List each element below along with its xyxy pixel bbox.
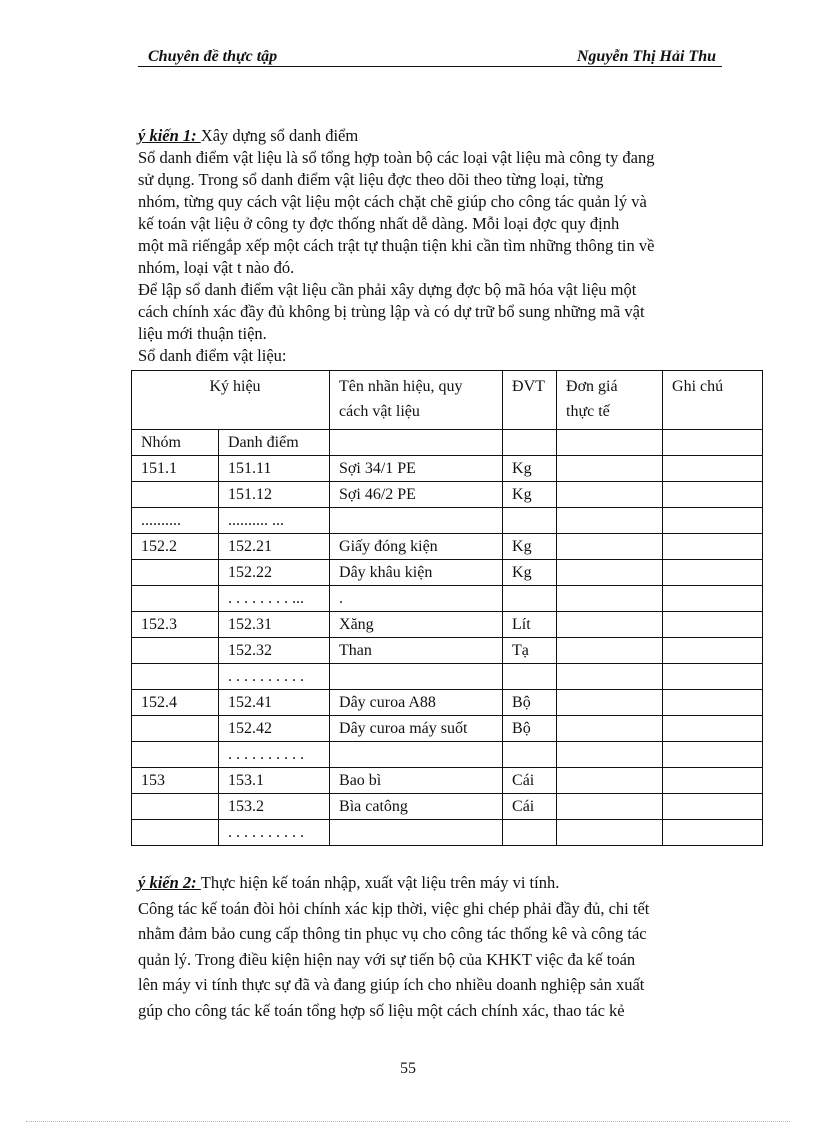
cell-nhom: 152.3	[132, 612, 219, 638]
cell-ten: Dây khâu kiện	[330, 560, 503, 586]
idea1-title: Xây dựng sổ danh điểm	[200, 126, 359, 145]
cell-don-gia	[557, 690, 663, 716]
cell-dvt: Kg	[503, 482, 557, 508]
cell-ten: Giấy đóng kiện	[330, 534, 503, 560]
header-author: Nguyễn Thị Hải Thu	[576, 48, 716, 65]
idea1-line: Sổ danh điểm vật liệu:	[138, 346, 287, 365]
table-row	[132, 482, 763, 508]
cell-ten: Dây curoa A88	[330, 690, 503, 716]
cell-don-gia	[557, 482, 663, 508]
col-header-don-gia-line1: Đơn giá	[566, 378, 618, 395]
cell-dvt: Cái	[503, 768, 557, 794]
cell-ghi-chu	[663, 534, 763, 560]
table-row	[132, 508, 763, 534]
idea1-line: nhóm, loại vật t nào đó.	[138, 258, 295, 277]
col-header-ten	[330, 371, 503, 430]
cell-danh-diem: 151.12	[219, 482, 330, 508]
cell-don-gia	[557, 820, 663, 846]
cell-danh-diem: 152.32	[219, 638, 330, 664]
cell-nhom	[132, 560, 219, 586]
col-header-ky-hieu: Ký hiệu	[132, 371, 330, 430]
table-row	[132, 456, 763, 482]
cell-ghi-chu	[663, 794, 763, 820]
col-header-ten-line1: Tên nhãn hiệu, quy	[339, 378, 463, 395]
cell-don-gia	[557, 742, 663, 768]
idea2-line: lên máy vi tính thực sự đã và đang giúp ích cho nhiều doanh nghiệp sản xuất	[138, 975, 645, 994]
cell-ghi-chu	[663, 768, 763, 794]
idea1-line: cách chính xác đầy đủ không bị trùng lập và có dự trữ bổ sung những mã vật	[138, 302, 645, 321]
cell-dvt: Cái	[503, 794, 557, 820]
cell-ten: .	[330, 586, 503, 612]
cell-dvt	[503, 820, 557, 846]
cell-ghi-chu	[663, 690, 763, 716]
cell-don-gia	[557, 534, 663, 560]
page-header	[138, 48, 722, 67]
idea1-line: kế toán vật liệu ở công ty đợc thống nhất dễ dàng. Mỗi loại đợc quy định	[138, 214, 620, 233]
col-header-don-gia-line2: thực tế	[566, 403, 610, 420]
cell-don-gia	[557, 508, 663, 534]
cell-ghi-chu	[663, 586, 763, 612]
cell-nhom	[132, 586, 219, 612]
cell-danh-diem: 152.41	[219, 690, 330, 716]
col-header-ghi-chu: Ghi chú	[663, 371, 763, 430]
page-number: 55	[400, 1060, 416, 1077]
cell-nhom	[132, 482, 219, 508]
cell-ghi-chu	[663, 664, 763, 690]
cell-ten	[330, 508, 503, 534]
cell-nhom	[132, 638, 219, 664]
table-row	[132, 560, 763, 586]
cell-nhom	[132, 742, 219, 768]
cell-danh-diem: . . . . . . . . . .	[219, 820, 330, 846]
cell-danh-diem: 151.11	[219, 456, 330, 482]
cell-don-gia	[557, 664, 663, 690]
col-header-ten-line2: cách vật liệu	[339, 403, 420, 420]
cell-nhom	[132, 794, 219, 820]
col-header-danh-diem: Danh điểm	[219, 430, 330, 456]
cell-ten: Sợi 34/1 PE	[330, 456, 503, 482]
cell-dvt: Bộ	[503, 716, 557, 742]
table-row	[132, 638, 763, 664]
cell-ghi-chu	[663, 742, 763, 768]
col-header-dvt: ĐVT	[503, 371, 557, 430]
cell-danh-diem: .......... ...	[219, 508, 330, 534]
table-row	[132, 794, 763, 820]
cell-dvt: Tạ	[503, 638, 557, 664]
idea1-line: sử dụng. Trong sổ danh điểm vật liệu đợc theo dõi theo từng loại, từng	[138, 170, 604, 189]
table-row	[132, 716, 763, 742]
cell-don-gia	[557, 768, 663, 794]
cell-nhom: ..........	[132, 508, 219, 534]
cell-danh-diem: 153.1	[219, 768, 330, 794]
cell-don-gia	[557, 612, 663, 638]
table-subheader-row	[132, 430, 763, 456]
cell-ten	[330, 664, 503, 690]
idea1-line: nhóm, từng quy cách vật liệu một cách chặt chẽ giúp cho công tác quản lý và	[138, 192, 647, 211]
cell-danh-diem: 152.21	[219, 534, 330, 560]
cell-ten: Dây curoa máy suốt	[330, 716, 503, 742]
cell-danh-diem: . . . . . . . . . .	[219, 742, 330, 768]
page-bottom-divider	[26, 1121, 790, 1122]
cell-danh-diem: 152.22	[219, 560, 330, 586]
cell-ghi-chu	[663, 820, 763, 846]
cell-dvt: Bộ	[503, 690, 557, 716]
cell-don-gia	[557, 560, 663, 586]
cell-ghi-chu	[663, 482, 763, 508]
cell-nhom: 152.2	[132, 534, 219, 560]
table-row	[132, 820, 763, 846]
idea1-section	[138, 125, 738, 367]
cell-dvt: Lít	[503, 612, 557, 638]
cell-don-gia	[557, 638, 663, 664]
cell-ghi-chu	[663, 560, 763, 586]
cell-ghi-chu	[663, 638, 763, 664]
table-row	[132, 742, 763, 768]
cell-nhom: 152.4	[132, 690, 219, 716]
idea2-line: gúp cho công tác kế toán tổng hợp số liệu một cách chính xác, thao tác kẻ	[138, 1000, 625, 1020]
idea1-line: liệu mới thuận tiện.	[138, 324, 267, 343]
cell-danh-diem: 152.42	[219, 716, 330, 742]
cell-dvt	[503, 664, 557, 690]
table-row	[132, 768, 763, 794]
cell-nhom	[132, 716, 219, 742]
cell-don-gia	[557, 716, 663, 742]
cell-dvt: Kg	[503, 560, 557, 586]
cell-ghi-chu	[663, 716, 763, 742]
cell-don-gia	[557, 456, 663, 482]
cell-dvt	[503, 508, 557, 534]
cell-nhom	[132, 664, 219, 690]
cell-ghi-chu	[663, 508, 763, 534]
table-row	[132, 690, 763, 716]
cell-nhom	[132, 820, 219, 846]
idea1-line: Để lập sổ danh điểm vật liệu cần phải xây dựng đợc bộ mã hóa vật liệu một	[138, 280, 637, 299]
cell-ten: Xăng	[330, 612, 503, 638]
table-row	[132, 612, 763, 638]
cell-ten: Bìa catông	[330, 794, 503, 820]
cell-dvt	[503, 742, 557, 768]
cell-danh-diem: 153.2	[219, 794, 330, 820]
table-row	[132, 534, 763, 560]
cell-don-gia	[557, 794, 663, 820]
table-header-row	[132, 371, 763, 430]
idea2-section	[138, 870, 738, 1023]
cell-ten: Bao bì	[330, 768, 503, 794]
material-catalog-table	[131, 370, 763, 846]
idea2-line: nhằm đảm bảo cung cấp thông tin phục vụ cho công tác thống kê và công tác	[138, 924, 647, 943]
cell-ten	[330, 820, 503, 846]
idea1-label: ý kiến 1:	[138, 126, 201, 145]
cell-don-gia	[557, 586, 663, 612]
table-row	[132, 664, 763, 690]
col-header-nhom: Nhóm	[132, 430, 219, 456]
cell-ten: Than	[330, 638, 503, 664]
cell-dvt	[503, 586, 557, 612]
idea1-heading	[138, 125, 738, 147]
idea2-heading	[138, 870, 738, 896]
cell-dvt: Kg	[503, 534, 557, 560]
cell-danh-diem: . . . . . . . . . .	[219, 664, 330, 690]
idea1-line: một mã riếngắp xếp một cách trật tự thuận tiện khi cần tìm những thông tin về	[138, 236, 655, 255]
cell-ghi-chu	[663, 456, 763, 482]
cell-ten	[330, 742, 503, 768]
idea2-line: quản lý. Trong điều kiện hiện nay với sự tiến bộ của KHKT việc đa kế toán	[138, 949, 636, 969]
idea1-line: Sổ danh điểm vật liệu là sổ tổng hợp toàn bộ các loại vật liệu mà công ty đang	[138, 148, 655, 167]
table-row	[132, 586, 763, 612]
idea2-label: ý kiến 2:	[138, 873, 201, 892]
cell-danh-diem: . . . . . . . . ...	[219, 586, 330, 612]
cell-dvt: Kg	[503, 456, 557, 482]
header-title: Chuyên đề thực tập	[148, 48, 278, 65]
cell-ten: Sợi 46/2 PE	[330, 482, 503, 508]
col-header-don-gia	[557, 371, 663, 430]
cell-nhom: 151.1	[132, 456, 219, 482]
cell-nhom: 153	[132, 768, 219, 794]
idea2-line: Công tác kế toán đòi hỏi chính xác kịp thời, việc ghi chép phải đầy đủ, chi tết	[138, 898, 650, 918]
idea2-title: Thực hiện kế toán nhập, xuất vật liệu trên máy vi tính.	[200, 873, 560, 892]
cell-ghi-chu	[663, 612, 763, 638]
cell-danh-diem: 152.31	[219, 612, 330, 638]
